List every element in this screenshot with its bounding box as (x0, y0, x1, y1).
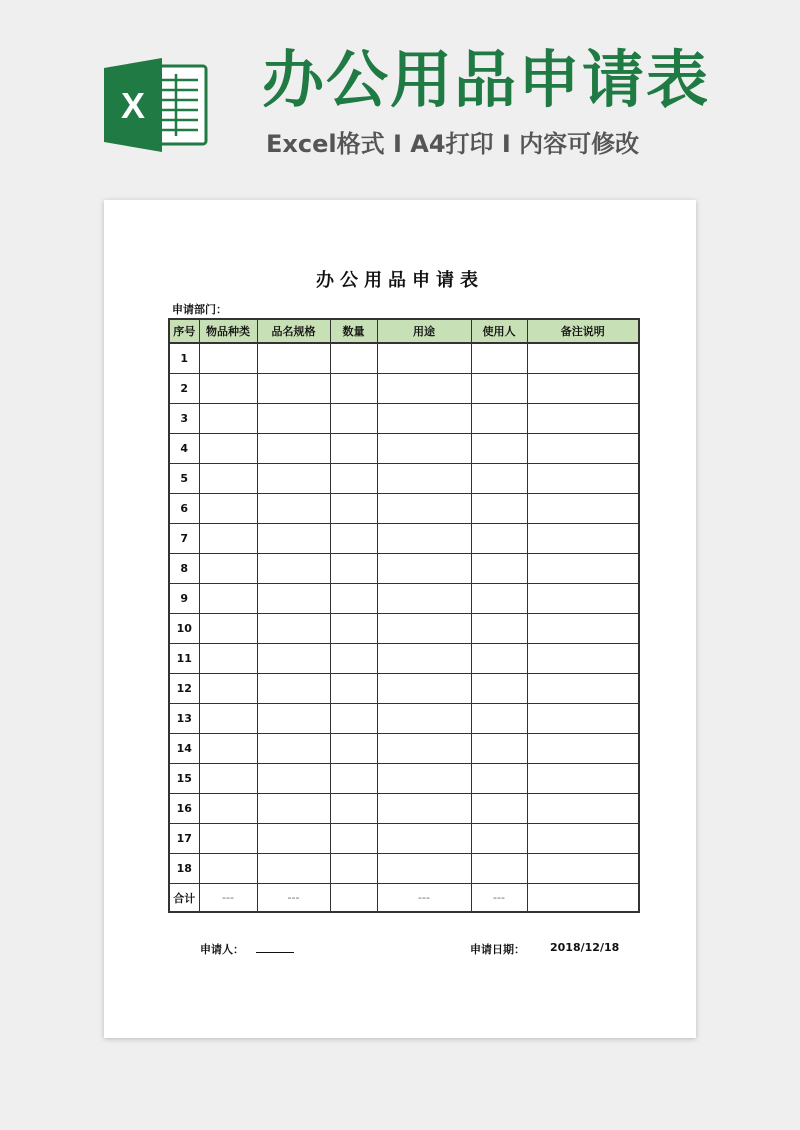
table-cell[interactable] (527, 554, 639, 584)
table-cell[interactable] (527, 644, 639, 674)
table-cell[interactable] (527, 343, 639, 374)
request-table (168, 318, 640, 913)
total-cell[interactable]: --- (257, 884, 330, 913)
table-row (169, 794, 639, 824)
banner-title: 办公用品申请表 (262, 43, 711, 116)
table-cell[interactable] (330, 584, 377, 614)
row-index: 13 (169, 704, 199, 734)
row-index: 14 (169, 734, 199, 764)
table-cell[interactable] (527, 734, 639, 764)
table-cell[interactable] (330, 734, 377, 764)
table-cell[interactable] (257, 434, 330, 464)
total-cell[interactable]: --- (199, 884, 257, 913)
table-row (169, 464, 639, 494)
table-cell[interactable] (199, 584, 257, 614)
table-cell[interactable] (527, 764, 639, 794)
table-cell[interactable] (257, 704, 330, 734)
table-cell[interactable] (199, 434, 257, 464)
table-cell[interactable] (471, 494, 527, 524)
row-index: 11 (169, 644, 199, 674)
table-cell[interactable] (330, 824, 377, 854)
table-row (169, 674, 639, 704)
table-cell[interactable] (330, 614, 377, 644)
table-cell[interactable] (330, 704, 377, 734)
table-cell[interactable] (377, 434, 471, 464)
table-cell[interactable] (330, 644, 377, 674)
table-cell[interactable] (527, 674, 639, 704)
date-value: 2018/12/18 (550, 941, 620, 954)
table-cell[interactable] (527, 494, 639, 524)
table-cell[interactable] (471, 554, 527, 584)
table-cell[interactable] (471, 374, 527, 404)
table-cell[interactable] (527, 434, 639, 464)
banner (0, 0, 800, 200)
table-cell[interactable] (377, 824, 471, 854)
table-cell[interactable] (377, 764, 471, 794)
row-index: 16 (169, 794, 199, 824)
table-row (169, 824, 639, 854)
header-category: 物品种类 (199, 319, 257, 343)
table-row (169, 404, 639, 434)
row-index: 18 (169, 854, 199, 884)
table-cell[interactable] (377, 854, 471, 884)
table-cell[interactable] (471, 524, 527, 554)
header-user: 使用人 (471, 319, 527, 343)
table-cell[interactable] (199, 854, 257, 884)
table-cell[interactable] (377, 614, 471, 644)
table-cell[interactable] (199, 614, 257, 644)
row-index: 8 (169, 554, 199, 584)
row-index: 2 (169, 374, 199, 404)
table-row (169, 734, 639, 764)
table-cell[interactable] (330, 404, 377, 434)
table-cell[interactable] (377, 343, 471, 374)
row-index: 9 (169, 584, 199, 614)
table-row (169, 644, 639, 674)
table-cell[interactable] (199, 764, 257, 794)
table-cell[interactable] (199, 374, 257, 404)
table-cell[interactable] (199, 464, 257, 494)
table-cell[interactable] (257, 764, 330, 794)
table-cell[interactable] (471, 614, 527, 644)
table-cell[interactable] (257, 854, 330, 884)
table-cell[interactable] (199, 494, 257, 524)
table-cell[interactable] (330, 794, 377, 824)
table-cell[interactable] (377, 524, 471, 554)
table-cell[interactable] (471, 343, 527, 374)
table-row (169, 434, 639, 464)
table-row (169, 524, 639, 554)
table-cell[interactable] (257, 524, 330, 554)
table-cell[interactable] (377, 674, 471, 704)
row-index: 10 (169, 614, 199, 644)
table-row (169, 764, 639, 794)
row-index: 12 (169, 674, 199, 704)
table-cell[interactable] (199, 704, 257, 734)
table-cell[interactable] (330, 854, 377, 884)
table-cell[interactable] (471, 404, 527, 434)
table-cell[interactable] (527, 704, 639, 734)
table-row (169, 854, 639, 884)
table-cell[interactable] (377, 644, 471, 674)
table-cell[interactable] (377, 794, 471, 824)
table-cell[interactable] (471, 764, 527, 794)
table-row (169, 554, 639, 584)
banner-subtitle: Excel格式 I A4打印 I 内容可修改 (266, 130, 640, 158)
table-cell[interactable] (527, 854, 639, 884)
table-cell[interactable] (471, 734, 527, 764)
excel-logo-letter: X (120, 85, 146, 126)
table-cell[interactable] (257, 614, 330, 644)
date-label: 申请日期： (470, 943, 525, 956)
table-cell[interactable] (257, 734, 330, 764)
table-cell[interactable] (471, 674, 527, 704)
table-cell[interactable] (257, 494, 330, 524)
table-cell[interactable] (377, 374, 471, 404)
table-header-row (169, 319, 639, 343)
table-row (169, 614, 639, 644)
table-cell[interactable] (527, 404, 639, 434)
table-cell[interactable] (471, 854, 527, 884)
row-index: 6 (169, 494, 199, 524)
table-cell[interactable] (257, 644, 330, 674)
table-cell[interactable] (257, 794, 330, 824)
header-index: 序号 (169, 319, 199, 343)
table-cell[interactable] (199, 404, 257, 434)
table-cell[interactable] (257, 464, 330, 494)
table-cell[interactable] (330, 494, 377, 524)
table-cell[interactable] (257, 674, 330, 704)
table-cell[interactable] (330, 554, 377, 584)
applicant-label: 申请人： (200, 943, 244, 956)
total-cell[interactable]: --- (471, 884, 527, 913)
applicant-input[interactable] (256, 941, 294, 953)
table-cell[interactable] (330, 434, 377, 464)
table-cell[interactable] (330, 374, 377, 404)
table-cell[interactable] (377, 464, 471, 494)
table-cell[interactable] (471, 644, 527, 674)
table-cell[interactable] (199, 674, 257, 704)
table-cell[interactable] (257, 374, 330, 404)
table-cell[interactable] (330, 343, 377, 374)
table-cell[interactable] (471, 584, 527, 614)
total-label: 合计 (169, 884, 199, 913)
table-cell[interactable] (471, 704, 527, 734)
table-cell[interactable] (330, 524, 377, 554)
table-cell[interactable] (199, 794, 257, 824)
row-index: 7 (169, 524, 199, 554)
table-cell[interactable] (257, 404, 330, 434)
table-cell[interactable] (199, 524, 257, 554)
header-quantity: 数量 (330, 319, 377, 343)
table-cell[interactable] (257, 554, 330, 584)
table-row (169, 374, 639, 404)
table-cell[interactable] (377, 704, 471, 734)
table-cell[interactable] (527, 794, 639, 824)
header-remarks: 备注说明 (527, 319, 639, 343)
table-cell[interactable] (527, 374, 639, 404)
table-cell[interactable] (377, 494, 471, 524)
total-cell[interactable] (527, 884, 639, 913)
row-index: 5 (169, 464, 199, 494)
table-cell[interactable] (330, 464, 377, 494)
table-cell[interactable] (527, 584, 639, 614)
table-cell[interactable] (257, 343, 330, 374)
table-cell[interactable] (199, 554, 257, 584)
excel-icon (100, 58, 212, 152)
table-cell[interactable] (199, 343, 257, 374)
table-cell[interactable] (527, 524, 639, 554)
table-row (169, 704, 639, 734)
table-cell[interactable] (377, 584, 471, 614)
table-cell[interactable] (527, 824, 639, 854)
table-cell[interactable] (471, 824, 527, 854)
table-cell[interactable] (330, 674, 377, 704)
table-cell[interactable] (471, 434, 527, 464)
form-paper (104, 200, 696, 1038)
table-row (169, 494, 639, 524)
table-cell[interactable] (199, 644, 257, 674)
total-cell[interactable]: --- (377, 884, 471, 913)
table-cell[interactable] (257, 824, 330, 854)
department-label: 申请部门： (172, 303, 227, 316)
table-cell[interactable] (257, 584, 330, 614)
header-spec: 品名规格 (257, 319, 330, 343)
table-cell[interactable] (199, 824, 257, 854)
applicant-field (200, 941, 294, 957)
row-index: 15 (169, 764, 199, 794)
table-cell[interactable] (330, 764, 377, 794)
row-index: 1 (169, 343, 199, 374)
table-cell[interactable] (199, 734, 257, 764)
row-index: 4 (169, 434, 199, 464)
table-cell[interactable] (471, 464, 527, 494)
row-index: 3 (169, 404, 199, 434)
table-cell[interactable] (377, 404, 471, 434)
document-title: 办公用品申请表 (316, 270, 484, 291)
header-purpose: 用途 (377, 319, 471, 343)
table-row (169, 343, 639, 374)
row-index: 17 (169, 824, 199, 854)
total-cell[interactable] (330, 884, 377, 913)
table-cell[interactable] (471, 794, 527, 824)
table-cell[interactable] (377, 734, 471, 764)
table-cell[interactable] (527, 464, 639, 494)
table-row (169, 584, 639, 614)
table-cell[interactable] (527, 614, 639, 644)
table-cell[interactable] (377, 554, 471, 584)
total-row (169, 884, 639, 913)
